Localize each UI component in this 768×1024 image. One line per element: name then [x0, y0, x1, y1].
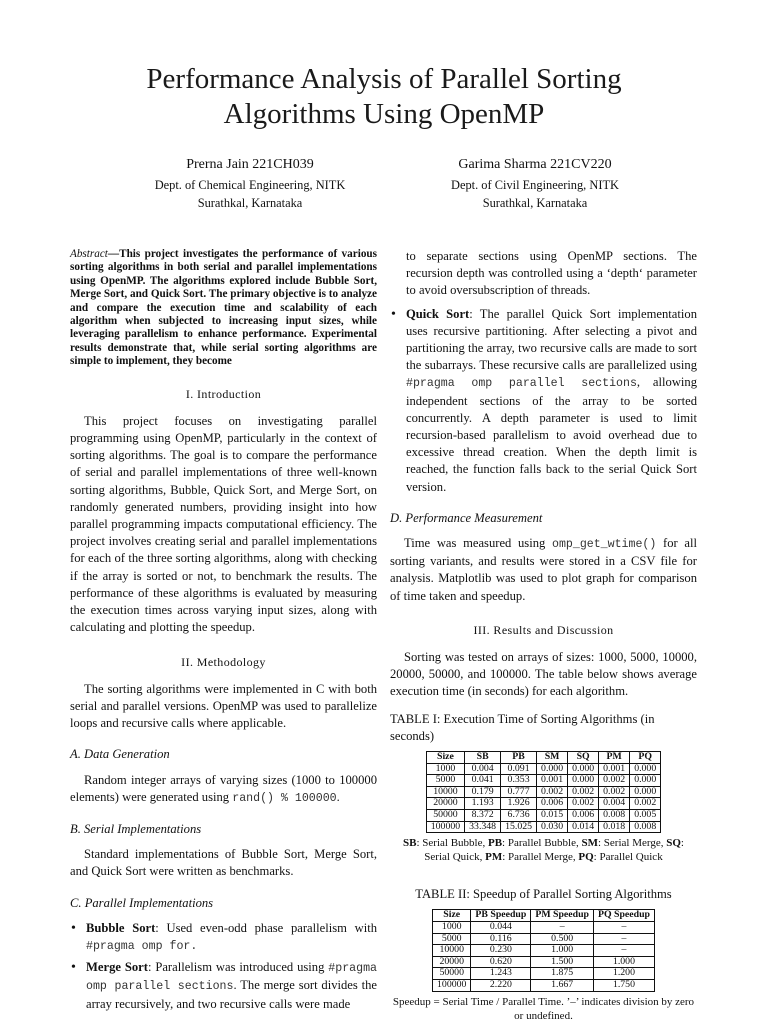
- table-cell: 0.091: [501, 763, 537, 775]
- table-2-note: Speedup = Serial Time / Parallel Time. ’–’ indicates division by zero or undefined.: [392, 995, 695, 1022]
- table-row: [426, 763, 660, 775]
- table-cell: 1.926: [501, 798, 537, 810]
- text-run: Random integer arrays of varying sizes (1000 to 100000 elements) were generated using: [70, 772, 377, 804]
- table-row: [433, 933, 655, 945]
- legend-abbr: PM: [485, 851, 503, 864]
- table-cell: 0.005: [630, 810, 661, 822]
- table-cell: 0.002: [630, 798, 661, 810]
- table-row: [433, 968, 655, 980]
- table-cell: 1.750: [593, 980, 654, 992]
- table-cell: 0.000: [630, 775, 661, 787]
- column-header: Size: [426, 752, 464, 764]
- legend-text: : Parallel Bubble,: [502, 837, 582, 850]
- performance-paragraph: [390, 535, 697, 605]
- text-run: : Parallelism was introduced using: [147, 960, 329, 975]
- legend-abbr: SQ: [666, 837, 681, 850]
- table-row: [426, 810, 660, 822]
- bullet-icon: •: [71, 960, 76, 976]
- table-cell: 10000: [433, 945, 471, 957]
- column-header: SQ: [568, 752, 599, 764]
- table-cell: 0.015: [537, 810, 568, 822]
- table-1-caption: TABLE I: Execution Time of Sorting Algorithms (in seconds): [390, 711, 655, 743]
- table-cell: 0.006: [537, 798, 568, 810]
- table-cell: 0.001: [599, 763, 630, 775]
- table-header-row: [433, 910, 655, 922]
- item-title: Merge Sort: [86, 960, 148, 975]
- text-run: .: [336, 789, 340, 804]
- table-row: [426, 775, 660, 787]
- table-row: [426, 786, 660, 798]
- table-cell: 0.777: [501, 786, 537, 798]
- table-cell: 0.041: [465, 775, 501, 787]
- table-body: [433, 922, 655, 992]
- table-cell: 1.200: [593, 968, 654, 980]
- subsection-heading-serial: B. Serial Implementations: [70, 821, 202, 836]
- results-paragraph: Sorting was tested on arrays of sizes: 1000, 5000, 10000, 20000, 50000, and 100000. The table below shows average execution time (in seconds) for each algorithm.: [390, 650, 697, 699]
- author-dept: Dept. of Civil Engineering, NITK: [451, 178, 619, 192]
- legend-text: : Serial Bubble,: [416, 837, 488, 850]
- inline-code: #pragma omp parallel sections: [406, 377, 637, 391]
- author-name: Prerna Jain 221CH039: [186, 157, 314, 172]
- table-cell: 1000: [426, 763, 464, 775]
- table-row: [426, 798, 660, 810]
- column-header: PQ: [630, 752, 661, 764]
- list-item: [70, 920, 377, 955]
- author-place: Surathkal, Karnataka: [482, 196, 588, 210]
- table-cell: 1.000: [531, 945, 594, 957]
- merge-continued: . The merge sort divides the array recursively, and two recursive calls were made: [86, 978, 377, 1011]
- table-cell: 0.116: [471, 933, 531, 945]
- author-place: Surathkal, Karnataka: [197, 196, 303, 210]
- table-cell: 33.348: [465, 821, 501, 833]
- execution-time-table: [426, 751, 661, 833]
- item-title: Bubble Sort: [86, 920, 156, 935]
- item-title: Quick Sort: [406, 306, 470, 321]
- table-body: [426, 763, 660, 833]
- table-row: [433, 945, 655, 957]
- table-cell: 1000: [433, 922, 471, 934]
- table-cell: 10000: [426, 786, 464, 798]
- inline-code: rand() % 100000: [232, 791, 337, 805]
- table-cell: 1.000: [593, 956, 654, 968]
- left-column: [70, 248, 377, 1017]
- table-cell: 0.000: [537, 763, 568, 775]
- column-header: SB: [465, 752, 501, 764]
- table-cell: 1.193: [465, 798, 501, 810]
- subsection-heading-data-generation: A. Data Generation: [70, 747, 170, 762]
- table-cell: 0.000: [630, 763, 661, 775]
- table-cell: –: [531, 922, 594, 934]
- table-1-legend: [390, 836, 697, 864]
- methodology-paragraph: The sorting algorithms were implemented in C with both serial and parallel versions. OpenMP was used to parallelize loops and recursive calls where applicable.: [70, 681, 377, 731]
- inline-code: #pragma omp parallel sections: [86, 962, 377, 994]
- paper-title: [60, 62, 708, 132]
- data-generation-paragraph: [70, 772, 377, 807]
- author-name: Garima Sharma 221CV220: [458, 157, 612, 172]
- column-header: PQ Speedup: [593, 910, 654, 922]
- table-cell: 0.008: [599, 810, 630, 822]
- section-heading-introduction: I. Introduction: [185, 386, 262, 401]
- table-cell: 0.179: [465, 786, 501, 798]
- inline-code: omp_get_wtime(): [551, 538, 657, 552]
- list-item: [390, 306, 697, 496]
- table-cell: 2.220: [471, 980, 531, 992]
- table-cell: 0.001: [537, 775, 568, 787]
- table-header-row: [426, 752, 660, 764]
- inline-code: #pragma omp for.: [86, 939, 198, 953]
- abstract-text: —This project investigates the performance of various sorting algorithms in both serial and parallel implementations using OpenMP. The algorithms explored include Bubble Sort, Merge Sort, and Quick Sort. The primary objective is to analyze and compare the execution time and scalability of each algorithm when subjected to increasing input sizes, while leveraging parallelism to enhance performance. Experimental results demonstrate that, while serial sorting algorithms are simple to implement, they become: [70, 248, 377, 368]
- table-cell: 0.500: [531, 933, 594, 945]
- text-run: , allowing independent sections of the array to be sorted concurrently. A depth parameter is used to limit recursion-based parallelism to avoid overhead due to excessive thread creation. When the depth limit is reached, the function falls back to the serial Quick Sort version.: [406, 375, 698, 494]
- table-cell: 0.002: [568, 798, 599, 810]
- section-heading-methodology: II. Methodology: [181, 654, 266, 669]
- legend-abbr: SM: [581, 837, 598, 850]
- table-row: [433, 956, 655, 968]
- legend-text: : Parallel Quick: [593, 851, 663, 864]
- table-cell: 0.006: [568, 810, 599, 822]
- legend-text: : Serial Merge,: [597, 837, 667, 850]
- table-cell: 5000: [433, 933, 471, 945]
- column-header: PB: [501, 752, 537, 764]
- author-block-2: [385, 154, 685, 212]
- table-cell: 15.025: [501, 821, 537, 833]
- table-row: [433, 980, 655, 992]
- table-cell: 0.018: [599, 821, 630, 833]
- table-cell: 0.230: [471, 945, 531, 957]
- parallel-list: [70, 920, 377, 1013]
- abstract: [70, 248, 377, 369]
- text-run: : Used even-odd phase parallelism with: [155, 920, 377, 935]
- table-row: [433, 922, 655, 934]
- table-cell: 0.002: [599, 775, 630, 787]
- bullet-icon: •: [71, 920, 76, 936]
- table-cell: –: [593, 933, 654, 945]
- table-cell: 0.002: [568, 786, 599, 798]
- table-cell: 0.000: [568, 763, 599, 775]
- table-cell: 0.004: [465, 763, 501, 775]
- intro-paragraph: This project focuses on investigating parallel programming using OpenMP, particularly in the context of sorting algorithms. The goal is to compare the performance of serial and parallel implementations of three well-known sorting algorithms, Bubble, Quick Sort, and Merge Sort, on randomly generated numbers, providing insight into how parallel programming impacts computational efficiency. The project involves creating serial and parallel implementations for each of the three sorting algorithms, along with checking if the array is sorted or not, to benchmark the results. The performance of these algorithms is evaluated by measuring the execution times across varying input sizes, along with calculating and plotting the speedup.: [70, 413, 377, 635]
- table-cell: 50000: [433, 968, 471, 980]
- merge-continuation: to separate sections using OpenMP sections. The recursion depth was controlled using a ‘depth‘ parameter to avoid oversubscription of threads.: [406, 249, 697, 298]
- text-run: : The parallel Quick Sort implementation uses recursive partitioning. After selecting a pivot and partitioning the array, two recursive calls are made to sort the subarrays. These recursive calls are parallelized using: [406, 306, 697, 373]
- section-heading-results: III. Results and Discussion: [473, 622, 614, 637]
- author-dept: Dept. of Chemical Engineering, NITK: [154, 178, 346, 192]
- table-cell: 0.002: [537, 786, 568, 798]
- table-cell: 0.004: [599, 798, 630, 810]
- table-cell: 1.667: [531, 980, 594, 992]
- table-cell: 0.000: [568, 775, 599, 787]
- table-cell: –: [593, 945, 654, 957]
- abstract-label: Abstract: [70, 248, 108, 260]
- table-cell: 50000: [426, 810, 464, 822]
- table-cell: 1.500: [531, 956, 594, 968]
- table-cell: 100000: [426, 821, 464, 833]
- text-run: Time was measured using: [404, 536, 552, 551]
- table-cell: 0.000: [630, 786, 661, 798]
- table-cell: 0.353: [501, 775, 537, 787]
- column-header: PM: [599, 752, 630, 764]
- right-column: [390, 248, 697, 1023]
- legend-abbr: SB: [403, 837, 417, 850]
- speedup-table: [432, 909, 655, 991]
- table-row: [426, 821, 660, 833]
- table-cell: 0.008: [630, 821, 661, 833]
- legend-abbr: PB: [487, 837, 503, 850]
- table-cell: 20000: [433, 956, 471, 968]
- legend-abbr: PQ: [578, 851, 594, 864]
- legend-text: : Serial Quick,: [424, 837, 684, 864]
- legend-text: : Parallel Merge,: [502, 851, 579, 864]
- table-cell: 0.030: [537, 821, 568, 833]
- subsection-heading-performance: D. Performance Measurement: [390, 510, 543, 525]
- table-cell: 1.875: [531, 968, 594, 980]
- column-header: PM Speedup: [531, 910, 594, 922]
- table-cell: 0.014: [568, 821, 599, 833]
- table-cell: 5000: [426, 775, 464, 787]
- table-cell: 8.372: [465, 810, 501, 822]
- parallel-list-continued: [390, 306, 697, 496]
- table-2-caption: TABLE II: Speedup of Parallel Sorting Algorithms: [415, 887, 672, 902]
- text-run: for all sorting variants, and results were stored in a CSV file for analysis. Matplotlib was used to plot graph for comparison of time taken and speedup.: [390, 536, 697, 603]
- bullet-icon: •: [391, 306, 396, 322]
- author-block-1: [100, 154, 400, 212]
- table-cell: 100000: [433, 980, 471, 992]
- table-cell: 1.243: [471, 968, 531, 980]
- list-item: [70, 959, 377, 1013]
- column-header: SM: [537, 752, 568, 764]
- table-cell: 0.044: [471, 922, 531, 934]
- column-header: Size: [433, 910, 471, 922]
- table-cell: –: [593, 922, 654, 934]
- table-cell: 6.736: [501, 810, 537, 822]
- column-header: PB Speedup: [471, 910, 531, 922]
- subsection-heading-parallel: C. Parallel Implementations: [70, 895, 214, 910]
- title-line-1: Performance Analysis of Parallel Sorting: [146, 63, 622, 95]
- table-cell: 20000: [426, 798, 464, 810]
- table-cell: 0.620: [471, 956, 531, 968]
- table-cell: 0.002: [599, 786, 630, 798]
- title-line-2: Algorithms Using OpenMP: [223, 98, 545, 130]
- serial-paragraph: Standard implementations of Bubble Sort, Merge Sort, and Quick Sort were written as benchmarks.: [70, 847, 377, 879]
